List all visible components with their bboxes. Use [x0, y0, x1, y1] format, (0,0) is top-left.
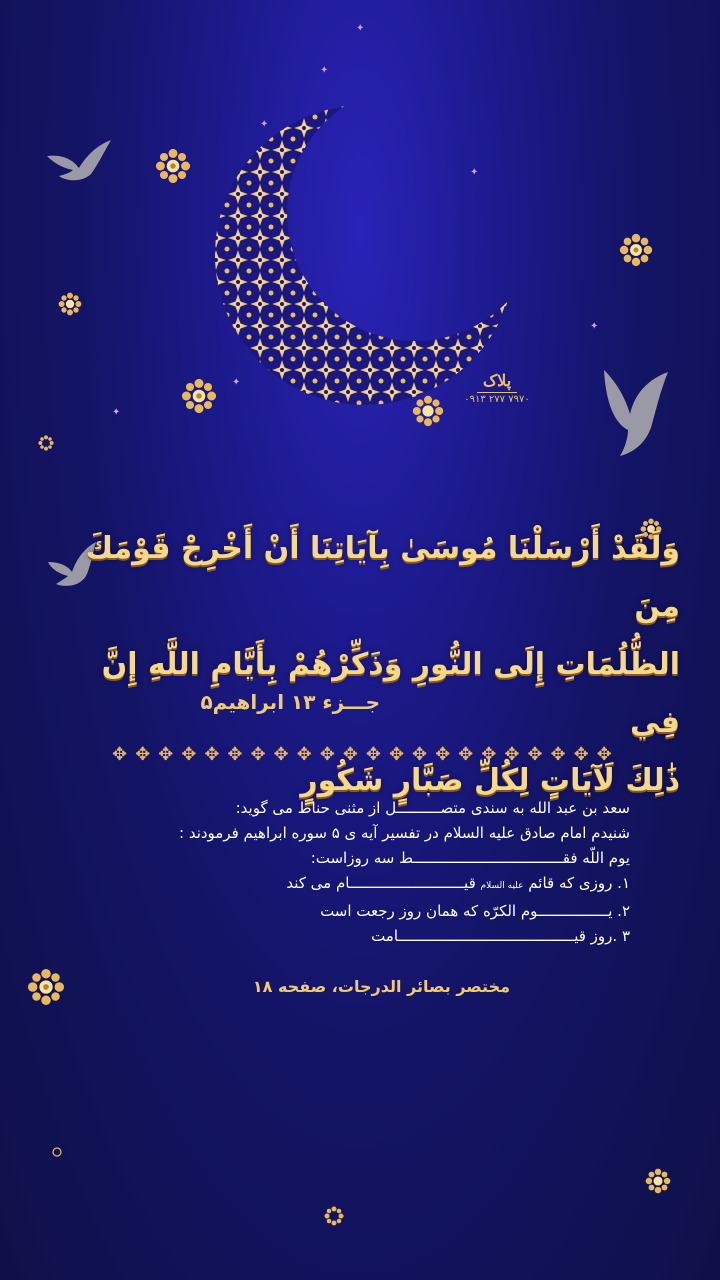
flower-ornament-icon [58, 292, 82, 316]
hadith-text [110, 796, 630, 949]
honorific-text: علیه السلام [480, 881, 524, 891]
verse-line: ذَٰلِكَ لَآيَاتٍ لِكُلِّ صَبَّارٍ شَكُورٍ [300, 763, 680, 798]
verse-line: وَلَقَدْ أَرْسَلْنَا مُوسَىٰ بِآيَاتِنَا أَنْ أَخْرِجْ قَوْمَكَ مِنَ [85, 531, 680, 624]
hadith-line [110, 871, 630, 899]
hadith-line: یوم اللّه فقــــــــــــــــــــــــــــــــــط سه روزاست: [310, 849, 630, 867]
flower-ornament-icon [324, 1206, 344, 1226]
flower-ornament-icon [52, 1147, 62, 1157]
hadith-line: ۳ .روز قیــــــــــــــــــــــــــــــــــــــــامت [371, 927, 630, 945]
verse-line: الظُّلُمَاتِ إِلَى النُّورِ وَذَكِّرْهُمْ بِأَيَّامِ اللَّهِ إِنَّ فِي [101, 647, 680, 740]
sparkle-icon: ✦ [320, 65, 329, 76]
sparkle-icon: ✦ [590, 321, 599, 332]
dove-icon [45, 138, 113, 184]
logo-mark: پلاک [477, 370, 517, 393]
sparkle-icon: ✦ [260, 119, 269, 130]
sparkle-icon: ✦ [356, 23, 365, 34]
logo-phone: ۰۹۱۳ ۲۷۷ ۷۹۷۰ [464, 394, 530, 405]
ornamental-divider: ✥ ✥ ✥ ✥ ✥ ✥ ✥ ✥ ✥ ✥ ✥ ✥ ✥ ✥ ✥ ✥ ✥ ✥ ✥ ✥ ✥ ✥ [112, 744, 612, 765]
sparkle-icon: ✦ [232, 377, 241, 388]
flower-ornament-icon [27, 968, 65, 1006]
brand-logo [452, 370, 542, 420]
verse-reference: جـــزء ۱۳ ابراهیم۵ [200, 690, 380, 714]
hadith-source: مختصر بصائر الدرجات، صفحه ۱۸ [252, 977, 510, 996]
hadith-line-part: قیــــــــــــــــــــــــــام می کند [286, 874, 476, 892]
sparkle-icon: ✦ [470, 167, 479, 178]
flower-ornament-icon [412, 395, 444, 427]
crescent-moon-icon [205, 95, 525, 415]
flower-ornament-icon [155, 148, 191, 184]
sparkle-icon: ✦ [112, 407, 121, 418]
hadith-line-part: ۱. روزی که قائم [528, 874, 630, 892]
quran-verse [60, 520, 680, 810]
dove-icon [598, 366, 674, 458]
hadith-line: ۲. یــــــــــــــــوم الکرّه که همان روز رجعت است [320, 902, 630, 920]
flower-ornament-icon [38, 435, 54, 451]
flower-ornament-icon [645, 1168, 671, 1194]
flower-ornament-icon [619, 233, 653, 267]
flower-ornament-icon [181, 378, 217, 414]
hadith-line: شنیدم امام صادق علیه السلام در تفسیر آیه ی ۵ سوره ابراهیم فرمودند : [179, 824, 630, 842]
hadith-line: سعد بن عبد الله به سندی متصــــــــــل از مثنی حناط می گوید: [235, 799, 630, 817]
